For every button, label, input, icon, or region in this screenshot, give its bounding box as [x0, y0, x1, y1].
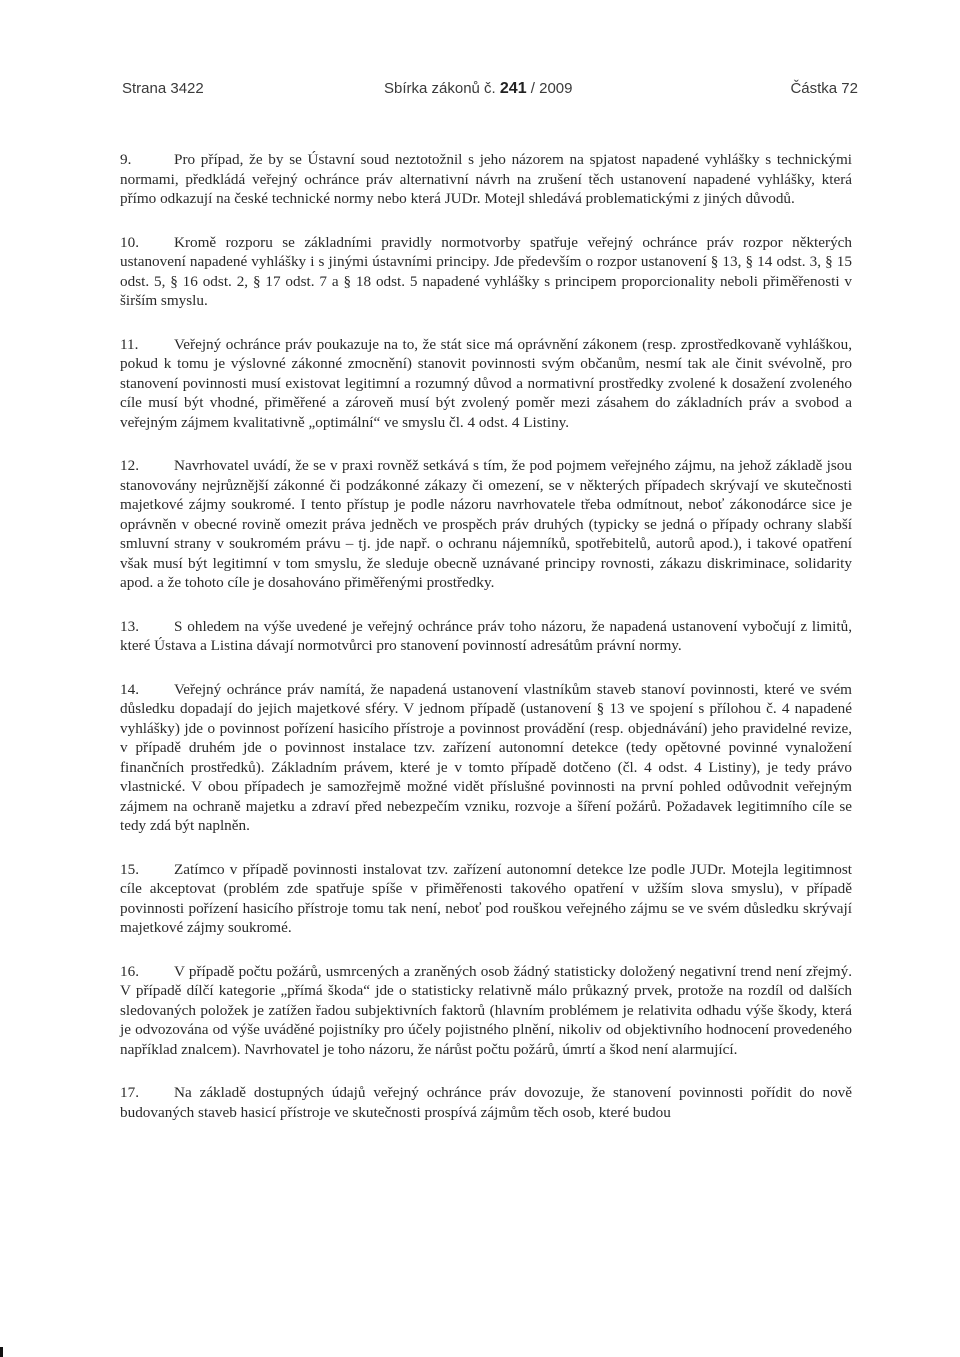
- paragraph-13: [120, 617, 852, 656]
- paragraph-text: Zatímco v případě povinnosti instalovat tzv. zařízení autonomní detekce lze podle JUDr. Motejla legitimnost cíle akceptovat (problém zde spatřuje spíše v přiměřenosti takového opatření v užším slova smyslu), v případě povinnosti pořízení hasicího přístroje tomu tak není, neboť pod rouškou veřejného zájmu se ve svém důsledku skrývají majetkové zájmy soukromé.: [120, 860, 852, 936]
- paragraph-11: [120, 335, 852, 433]
- paragraph-text: Na základě dostupných údajů veřejný ochránce práv dovozuje, že stanovení povinnosti pořídit do nově budovaných staveb hasicí přístroje ve skutečnosti prospívá zájmům těch osob, které budou: [120, 1084, 852, 1121]
- paragraph-17: [120, 1083, 852, 1122]
- law-number: 241: [499, 80, 527, 97]
- paragraph-15: [120, 860, 852, 938]
- paragraph-text: Veřejný ochránce práv namítá, že napadená ustanovení vlastníkům staveb stanoví povinnosti, které ve svém důsledku dopadají do jejich majetkové sféry. V jednom případě (ustanovení § 13 ve spojení s přílohou č. 4 napadené vyhlášky) jde o povinnost pořízení hasicího přístroje a povinnost provádění (resp. objednávání) jeho pravidelné revize, v případě druhém jde o povinnost instalace tzv. zařízení autonomní detekce (tedy opětovné povinné vynaložení finančních prostředků). Základním právem, které je v tomto případě dotčeno (čl. 4 odst. 4 Listiny), je tedy právo vlastnické. V obou případech je samozřejmě možné vidět příslušné povinnosti na první pohled odůvodnit veřejným zájmem na ochraně majetku a zdraví před nebezpečím vzniku, rozvoje a šíření požárů. Požadavek legitimního cíle se tedy zdá být naplněn.: [120, 680, 852, 834]
- paragraph-number: 10.: [120, 233, 139, 251]
- paragraph-text: V případě počtu požárů, usmrcených a zraněných osob žádný statisticky doložený negativní trend není zřejmý. V případě dílčí kategorie „přímá škoda“ jde o statisticky relativně málo průkazný prvek, protože na rozdíl od dalších sledovaných položek je zatížen řadou subjektivních faktorů (hlavním problémem je relativita odhadu výše škody, která je odvozována od výše uváděné pojistníky pro účely pojistného plnění, nikoliv od objektivního hodnocení provedeného například znalcem). Navrhovatel je toho názoru, že nárůst počtu požárů, úmrtí a škod není alarmující.: [120, 962, 852, 1058]
- paragraph-number: 9.: [120, 151, 132, 168]
- paragraph-text: S ohledem na výše uvedené je veřejný ochránce práv toho názoru, že napadená ustanovení vybočují z limitů, které Ústava a Listina dávají normotvůrci pro stanovení povinností adresátům právní normy.: [120, 617, 852, 654]
- paragraph-text: Veřejný ochránce práv poukazuje na to, že stát sice má oprávnění zákonem (resp. zprostředkovaně vyhláškou, pokud k tomu je výslovné zákonné zmocnění) stanovit povinnosti svým občanům, nesmí tak ale činit svévolně, pro stanovení povinnosti musí existovat legitimní a rozumný důvod a normativní prostředky zvolené k dosažení zvoleného cíle musí být vhodné, přiměřené a zároveň musí být zvolený poměr mezi zásahem do základních práv a svobod a veřejným zájmem kvalitativně „optimální“ ve smyslu čl. 4 odst. 4 Listiny.: [120, 335, 852, 431]
- collection-title: [384, 80, 573, 98]
- paragraph-text: Navrhovatel uvádí, že se v praxi rovněž setkává s tím, že pod pojmem veřejného zájmu, na jehož základě jsou stanovovány nejrůznější zákonné či podzákonné zákazy či omezení, se v některých případech skrývají ve skutečnosti majetkové zájmy soukromé. I tento přístup je podle názoru navrhovatele třeba odmítnout, neboť zákonodárce sice je oprávněn v obecné rovině omezit práva jedněch ve prospěch práv druhých (typicky se jedná o případy ochrany slabší smluvní strany v soukromém právu – tj. jde např. o ochranu nájemníků, spotřebitelů, autorů apod.), i takové opatření však musí být legitimní v tom smyslu, že sleduje obecně uznávané principy rovnosti, zákazu diskriminace, solidarity apod. a že tohoto cíle je dosahováno přiměřenými prostředky.: [120, 457, 852, 591]
- scan-edge-mark: [0, 1347, 3, 1357]
- paragraph-14: [120, 680, 852, 836]
- paragraph-16: [120, 962, 852, 1060]
- paragraph-number: 14.: [120, 680, 139, 698]
- paragraph-number: 13.: [120, 617, 139, 635]
- paragraph-text: Kromě rozporu se základními pravidly normotvorby spatřuje veřejný ochránce práv rozpor některých ustanovení napadené vyhlášky i s jinými ústavními principy. Jde především o rozpor ustanovení § 13, § 14 odst. 3, § 15 odst. 5, § 16 odst. 2, § 17 odst. 7 a § 18 odst. 5 napadené vyhlášky s principem proporcionality neboli přiměřenosti v širším smyslu.: [120, 233, 852, 309]
- paragraph-10: [120, 233, 852, 311]
- collection-prefix: Sbírka zákonů č.: [384, 80, 496, 97]
- page-number: Strana 3422: [122, 80, 204, 97]
- paragraph-number: 16.: [120, 962, 139, 980]
- paragraph-number: 11.: [120, 335, 139, 353]
- part-number: Částka 72: [790, 80, 858, 97]
- paragraph-12: [120, 456, 852, 593]
- page-header: [122, 80, 858, 110]
- paragraph-9: [120, 150, 852, 209]
- paragraph-number: 17.: [120, 1084, 139, 1101]
- document-body: [120, 150, 852, 1122]
- paragraph-number: 12.: [120, 457, 139, 474]
- paragraph-text: Pro případ, že by se Ústavní soud neztotožnil s jeho názorem na spjatost napadené vyhlášky s technickými normami, předkládá veřejný ochránce práv alternativní návrh na zrušení těch ustanovení napadené vyhlášky, která přímo odkazují na české technické normy nebo která JUDr. Motejl shledává problematickými z jiných důvodů.: [120, 151, 852, 207]
- law-year: / 2009: [530, 80, 573, 97]
- paragraph-number: 15.: [120, 860, 139, 878]
